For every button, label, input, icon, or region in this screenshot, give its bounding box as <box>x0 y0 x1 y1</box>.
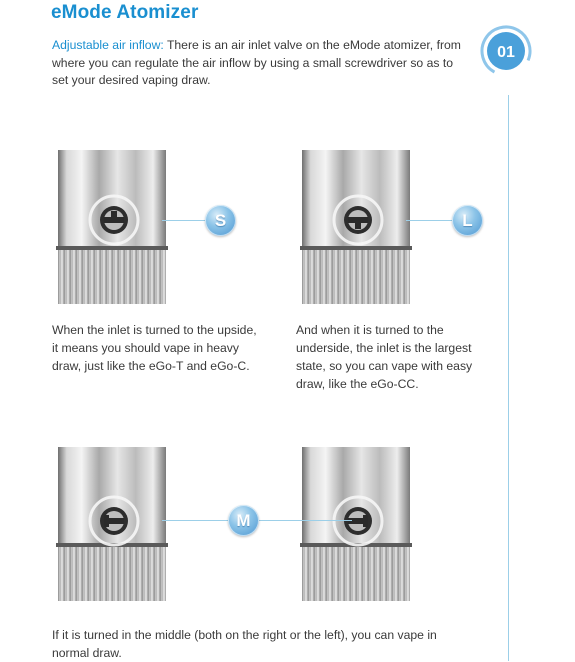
badge-text: 01 <box>497 44 515 61</box>
badge-icon <box>480 23 532 79</box>
intro-paragraph <box>52 37 462 90</box>
caption-upside: When the inlet is turned to the upside, it means you should vape in heavy draw, just like the eGo-T and eGo-C. <box>52 323 257 373</box>
caption-middle: If it is turned in the middle (both on the right or the left), you can vape in normal draw. <box>52 628 437 660</box>
marker-l: L <box>452 205 483 236</box>
marker-m: M <box>228 505 259 536</box>
connector-line-l <box>406 220 456 221</box>
intro-label: Adjustable air inflow: <box>52 38 164 52</box>
atomizer-photo-underside <box>296 150 414 304</box>
side-rule <box>508 95 509 661</box>
atomizer-photo-upside <box>52 150 170 304</box>
caption-underside: And when it is turned to the underside, the inlet is the largest state, so you can vape with easy draw, like the eGo-CC. <box>296 323 473 391</box>
intro-text: There is an air inlet valve on the eMode atomizer, from where you can regulate the air inflow by using a small screwdriver so as to set your desired vaping draw. <box>52 38 461 87</box>
atomizer-photo-middle-right <box>296 447 414 601</box>
page-title: eMode Atomizer <box>51 2 199 23</box>
atomizer-photo-middle-left <box>52 447 170 601</box>
marker-s: S <box>205 205 236 236</box>
